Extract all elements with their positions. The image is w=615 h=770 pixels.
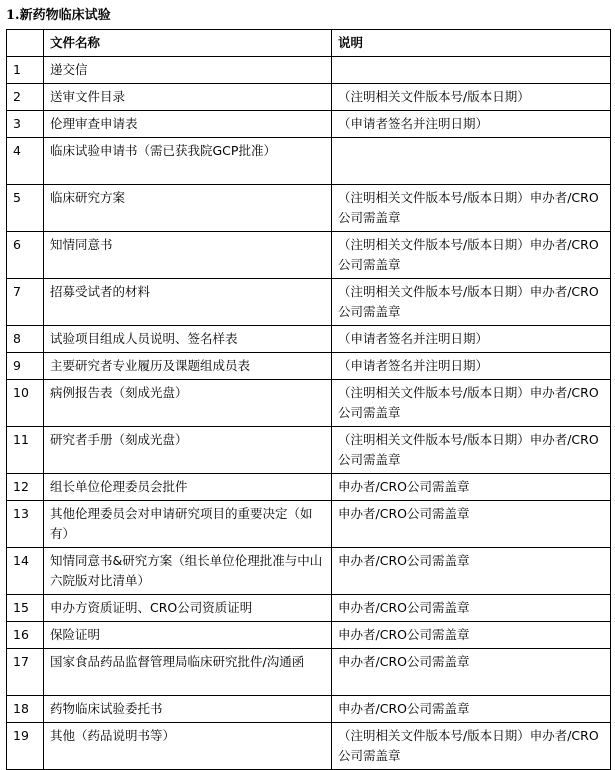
row-number: 14 <box>7 548 44 595</box>
header-description: 说明 <box>332 30 611 57</box>
row-number: 16 <box>7 622 44 649</box>
table-row <box>7 380 611 427</box>
table-row <box>7 353 611 380</box>
file-name-cell: 组长单位伦理委员会批件 <box>44 474 332 501</box>
row-number: 8 <box>7 326 44 353</box>
table-header-row <box>7 30 611 57</box>
file-name-cell: 主要研究者专业履历及课题组成员表 <box>44 353 332 380</box>
table-row <box>7 279 611 326</box>
table-row <box>7 427 611 474</box>
description-cell: （注明相关文件版本号/版本日期）申办者/CRO公司需盖章 <box>332 185 611 232</box>
table-row <box>7 548 611 595</box>
table-row <box>7 501 611 548</box>
file-name-cell: 其他（药品说明书等） <box>44 723 332 770</box>
file-name-cell: 其他伦理委员会对申请研究项目的重要决定（如有） <box>44 501 332 548</box>
table-row <box>7 232 611 279</box>
description-cell: （注明相关文件版本号/版本日期）申办者/CRO公司需盖章 <box>332 380 611 427</box>
file-name-cell: 药物临床试验委托书 <box>44 696 332 723</box>
description-cell <box>332 57 611 84</box>
file-name-cell: 送审文件目录 <box>44 84 332 111</box>
description-cell: 申办者/CRO公司需盖章 <box>332 696 611 723</box>
description-cell: 申办者/CRO公司需盖章 <box>332 474 611 501</box>
row-number: 19 <box>7 723 44 770</box>
file-name-cell: 试验项目组成人员说明、签名样表 <box>44 326 332 353</box>
description-cell <box>332 138 611 185</box>
table-row <box>7 138 611 185</box>
page-title: 1.新药物临床试验 <box>6 8 111 23</box>
row-number: 2 <box>7 84 44 111</box>
row-number: 1 <box>7 57 44 84</box>
file-name-cell: 伦理审查申请表 <box>44 111 332 138</box>
description-cell: （申请者签名并注明日期） <box>332 111 611 138</box>
row-number: 5 <box>7 185 44 232</box>
row-number: 9 <box>7 353 44 380</box>
description-cell: 申办者/CRO公司需盖章 <box>332 548 611 595</box>
table-row <box>7 326 611 353</box>
document-table <box>6 29 611 770</box>
table-row <box>7 622 611 649</box>
description-cell: （申请者签名并注明日期） <box>332 326 611 353</box>
file-name-cell: 招募受试者的材料 <box>44 279 332 326</box>
file-name-cell: 临床研究方案 <box>44 185 332 232</box>
row-number: 3 <box>7 111 44 138</box>
table-row <box>7 84 611 111</box>
row-number: 15 <box>7 595 44 622</box>
description-cell: 申办者/CRO公司需盖章 <box>332 622 611 649</box>
description-cell: （注明相关文件版本号/版本日期）申办者/CRO公司需盖章 <box>332 723 611 770</box>
table-row <box>7 57 611 84</box>
table-row <box>7 474 611 501</box>
file-name-cell: 递交信 <box>44 57 332 84</box>
table-row <box>7 185 611 232</box>
row-number: 7 <box>7 279 44 326</box>
description-cell: （注明相关文件版本号/版本日期）申办者/CRO公司需盖章 <box>332 232 611 279</box>
table-row <box>7 723 611 770</box>
table-row <box>7 595 611 622</box>
header-index <box>7 30 44 57</box>
row-number: 17 <box>7 649 44 696</box>
row-number: 13 <box>7 501 44 548</box>
file-name-cell: 国家食品药品监督管理局临床研究批件/沟通函 <box>44 649 332 696</box>
description-cell: 申办者/CRO公司需盖章 <box>332 649 611 696</box>
file-name-cell: 研究者手册（刻成光盘） <box>44 427 332 474</box>
description-cell: （注明相关文件版本号/版本日期）申办者/CRO公司需盖章 <box>332 279 611 326</box>
file-name-cell: 知情同意书&研究方案（组长单位伦理批准与中山六院版对比清单） <box>44 548 332 595</box>
header-file-name: 文件名称 <box>44 30 332 57</box>
row-number: 12 <box>7 474 44 501</box>
description-cell: （申请者签名并注明日期） <box>332 353 611 380</box>
description-cell: （注明相关文件版本号/版本日期） <box>332 84 611 111</box>
row-number: 11 <box>7 427 44 474</box>
table-row <box>7 111 611 138</box>
row-number: 10 <box>7 380 44 427</box>
file-name-cell: 病例报告表（刻成光盘） <box>44 380 332 427</box>
table-row <box>7 696 611 723</box>
row-number: 18 <box>7 696 44 723</box>
row-number: 4 <box>7 138 44 185</box>
description-cell: 申办者/CRO公司需盖章 <box>332 595 611 622</box>
file-name-cell: 临床试验申请书（需已获我院GCP批准） <box>44 138 332 185</box>
row-number: 6 <box>7 232 44 279</box>
description-cell: （注明相关文件版本号/版本日期）申办者/CRO公司需盖章 <box>332 427 611 474</box>
description-cell: 申办者/CRO公司需盖章 <box>332 501 611 548</box>
file-name-cell: 保险证明 <box>44 622 332 649</box>
file-name-cell: 知情同意书 <box>44 232 332 279</box>
table-row <box>7 649 611 696</box>
file-name-cell: 申办方资质证明、CRO公司资质证明 <box>44 595 332 622</box>
